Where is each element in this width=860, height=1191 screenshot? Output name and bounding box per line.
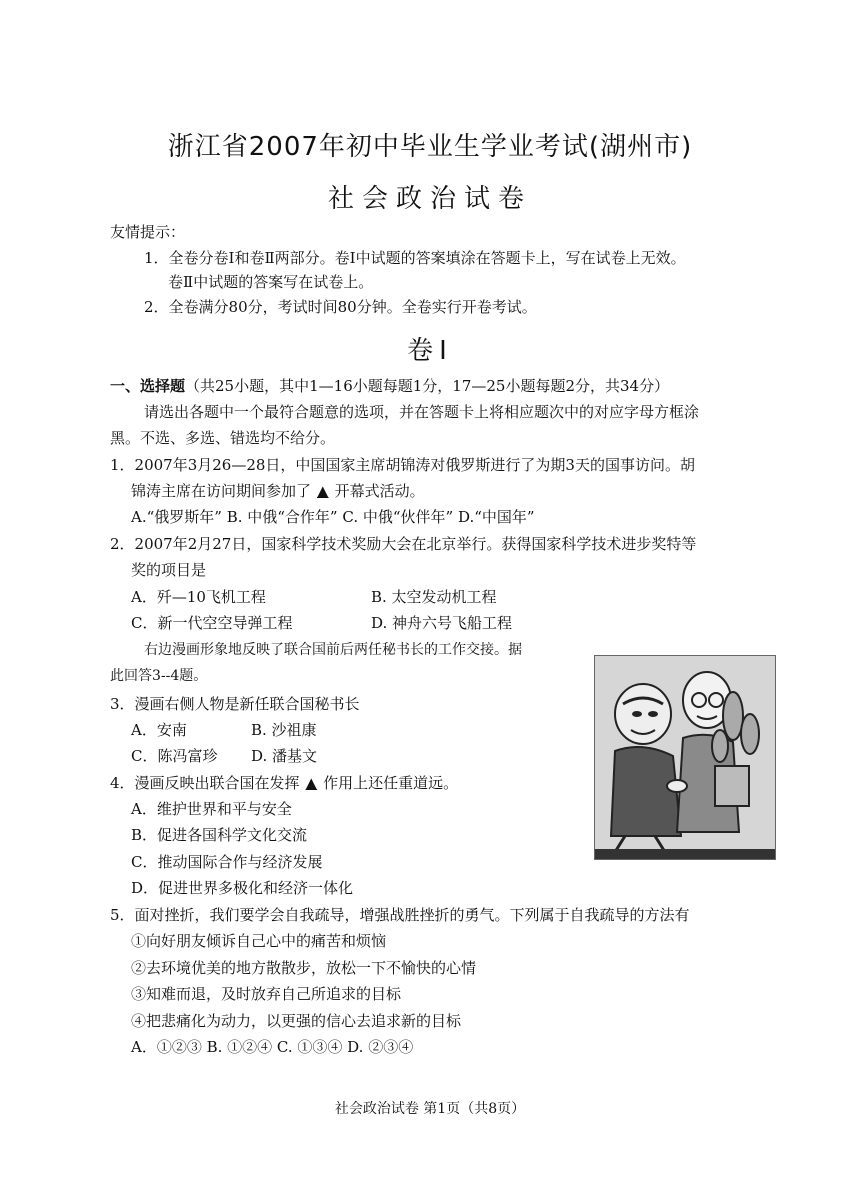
question-4 (110, 773, 458, 793)
question-5-statement-1: ①向好朋友倾诉自己心中的痛苦和烦恼 (131, 932, 387, 950)
notice-item-2: 2．全卷满分80分，考试时间80分钟。全卷实行开卷考试。 (144, 298, 537, 316)
part1-header (110, 376, 669, 396)
cartoon-illustration (595, 656, 775, 859)
question-1-cont (131, 481, 425, 501)
question-2-option-a: A．歼—10飞机工程 (131, 588, 266, 606)
cartoon-intro: 右边漫画形象地反映了联合国前后两任秘书长的工作交接。据 (144, 642, 522, 658)
question-5-statement-3: ③知难而退，及时放弃自己所追求的目标 (131, 985, 402, 1003)
question-1: 1．2007年3月26—28日，中国国家主席胡锦涛对俄罗斯进行了为期3天的国事访问。胡 (110, 456, 695, 474)
question-5-statement-4: ④把悲痛化为动力，以更强的信心去追求新的目标 (131, 1012, 462, 1030)
answer-blank: ▲ (317, 482, 329, 500)
question-3: 3．漫画右侧人物是新任联合国秘书长 (110, 695, 360, 713)
question-2: 2．2007年2月27日，国家科学技术奖励大会在北京举行。获得国家科学技术进步奖特等 (110, 535, 697, 553)
question-3-option-a: A．安南 (131, 721, 187, 739)
notice-label: 友情提示： (110, 223, 186, 241)
question-5-statement-2: ②去环境优美的地方散散步，放松一下不愉快的心情 (131, 959, 477, 977)
exam-subtitle: 社会政治试卷 (327, 184, 532, 214)
question-2-option-c: C．新一代空空导弹工程 (131, 614, 293, 632)
question-4-option-d: D．促进世界多极化和经济一体化 (131, 879, 354, 897)
section-title: 卷Ⅰ (407, 336, 453, 366)
question-4-option-b: B．促进各国科学文化交流 (131, 826, 308, 844)
question-1-options: A.“俄罗斯年” B. 中俄“合作年” C. 中俄“伙伴年” D.“中国年” (131, 508, 535, 526)
question-4-text-pre: 4．漫画反映出联合国在发挥 (110, 774, 300, 792)
part1-label: 一、选择题 (110, 377, 186, 395)
question-4-option-c: C．推动国际合作与经济发展 (131, 853, 323, 871)
question-4-option-a: A．维护世界和平与安全 (131, 800, 292, 818)
notice-item-1: 1．全卷分卷Ⅰ和卷Ⅱ两部分。卷Ⅰ中试题的答案填涂在答题卡上，写在试卷上无效。 (144, 249, 686, 267)
question-4-text-post: 作用上还任重道远。 (323, 774, 459, 792)
exam-title: 浙江省2007年初中毕业生学业考试(湖州市) (167, 132, 693, 162)
page-footer: 社会政治试卷 第1页（共8页） (334, 1101, 526, 1117)
answer-blank: ▲ (305, 774, 318, 792)
part1-instructions-cont: 黑。不选、多选、错选均不给分。 (110, 429, 336, 447)
question-1-text-post: 开幕式活动。 (334, 482, 425, 500)
question-3-option-b: B. 沙祖康 (251, 721, 317, 739)
question-2-option-d: D. 神舟六号飞船工程 (371, 614, 513, 632)
question-3-option-c: C．陈冯富珍 (131, 747, 218, 765)
question-5: 5．面对挫折，我们要学会自我疏导，增强战胜挫折的勇气。下列属于自我疏导的方法有 (110, 906, 690, 924)
part1-info: （共25小题，其中1—16小题每题1分，17—25小题每题2分，共34分） (185, 377, 670, 395)
question-3-option-d: D. 潘基文 (251, 747, 318, 765)
cartoon-intro-cont: 此回答3--4题。 (110, 668, 208, 684)
question-2-option-b: B. 太空发动机工程 (371, 588, 497, 606)
question-1-text-pre: 锦涛主席在访问期间参加了 (131, 482, 312, 500)
cartoon-image (594, 655, 776, 860)
part1-instructions: 请选出各题中一个最符合题意的选项，并在答题卡上将相应题次中的对应字母方框涂 (144, 403, 700, 421)
notice-item-1-cont: 卷Ⅱ中试题的答案写在试卷上。 (168, 273, 374, 291)
question-5-options: A．①②③ B. ①②④ C. ①③④ D. ②③④ (131, 1038, 414, 1056)
question-2-cont: 奖的项目是 (131, 561, 207, 579)
